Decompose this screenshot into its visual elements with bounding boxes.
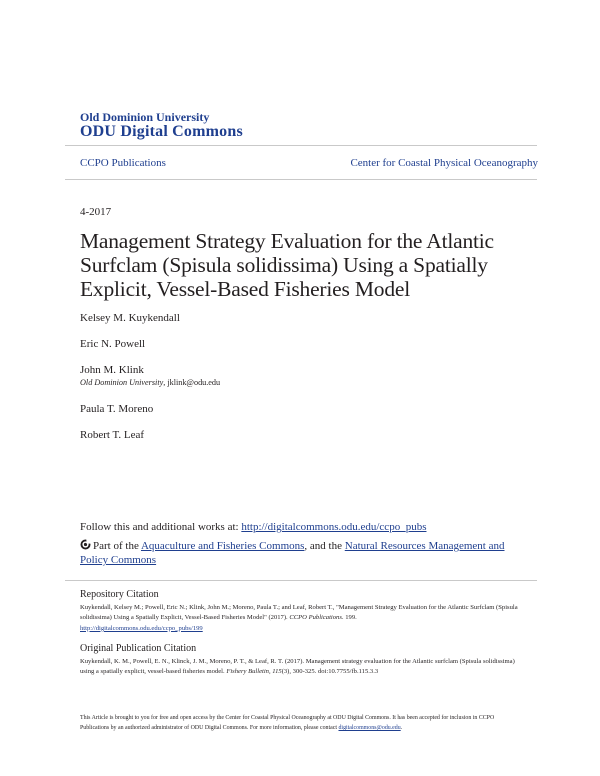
part-of-prefix: Part of the [93, 540, 141, 552]
citation-journal: Fishery Bulletin, 115 [226, 668, 282, 676]
nav-divider [65, 179, 537, 180]
part-of-middle: , and the [304, 540, 345, 552]
university-name: Old Dominion University [80, 110, 210, 124]
citation-number: . 199. [341, 614, 357, 622]
follow-line [80, 521, 426, 533]
commons-network-icon [80, 539, 91, 550]
part-of-line [80, 539, 520, 567]
natural-resources-commons-link[interactable]: Natural Resources Management and Policy Commons [80, 540, 505, 566]
author-name: Eric N. Powell [80, 338, 146, 350]
contact-email-link[interactable]: digitalcommons@odu.edu [338, 725, 401, 731]
affiliation-institution: Old Dominion University [80, 378, 164, 387]
author-name: John M. Klink [80, 364, 144, 376]
follow-text: Follow this and additional works at: [80, 521, 242, 533]
citation-journal: CCPO Publications [289, 614, 342, 622]
repository-citation-heading: Repository Citation [80, 589, 159, 600]
original-citation-text [80, 657, 520, 678]
collection-url-link[interactable]: http://digitalcommons.odu.edu/ccpo_pubs [241, 521, 427, 533]
header-divider [65, 145, 537, 146]
access-notice-end: . [400, 725, 403, 731]
access-notice-text: This Article is brought to you for free and open access by the Center for Coastal Physical Oceanography at ODU Digital Commons. It has been accepted for inclusion in CCPO Publications by an authorized administrator of ODU Digital Commons. For more information, please contact [80, 715, 495, 731]
repository-citation-text [80, 603, 520, 634]
ccpo-publications-link[interactable]: CCPO Publications [80, 157, 166, 169]
access-notice [80, 713, 520, 733]
citation-divider [65, 580, 537, 581]
author-name: Kelsey M. Kuykendall [80, 312, 180, 324]
original-citation-heading: Original Publication Citation [80, 643, 197, 654]
author-affiliation [80, 378, 220, 387]
author-name: Paula T. Moreno [80, 403, 154, 415]
article-title: Management Strategy Evaluation for the Atlantic Surfclam (Spisula solidissima) Using a Spatially Explicit, Vessel-Based Fisheries Model [80, 229, 494, 301]
repository-name[interactable]: ODU Digital Commons [80, 123, 243, 140]
author-email: , jklink@odu.edu [163, 378, 221, 387]
citation-body: Kuykendall, Kelsey M.; Powell, Eric N.; Klink, John M.; Moreno, Paula T.; and Leaf, Robert T., "Management Strategy Evaluation for the Atlantic Surfclam (Spisula solidissima) Using a Spatially Explicit, Vessel-Based Fisheries Model" (2017). [80, 604, 518, 622]
citation-pages-doi: (3), 300-325. doi:10.7755/fb.115.3.3 [281, 668, 379, 676]
publication-date: 4-2017 [80, 206, 112, 218]
ccpo-center-link[interactable]: Center for Coastal Physical Oceanography [350, 157, 538, 169]
citation-body: Kuykendall, K. M., Powell, E. N., Klinck, J. M., Moreno, P. T., & Leaf, R. T. (2017). Management strategy evaluation for the Atlantic surfclam (Spisula solidissima) using a spatially explicit, vessel-based fisheries model. [80, 658, 515, 676]
author-name: Robert T. Leaf [80, 429, 145, 441]
aquaculture-commons-link[interactable]: Aquaculture and Fisheries Commons [140, 540, 305, 552]
repository-citation-url[interactable]: http://digitalcommons.odu.edu/ccpo_pubs/199 [80, 624, 203, 632]
